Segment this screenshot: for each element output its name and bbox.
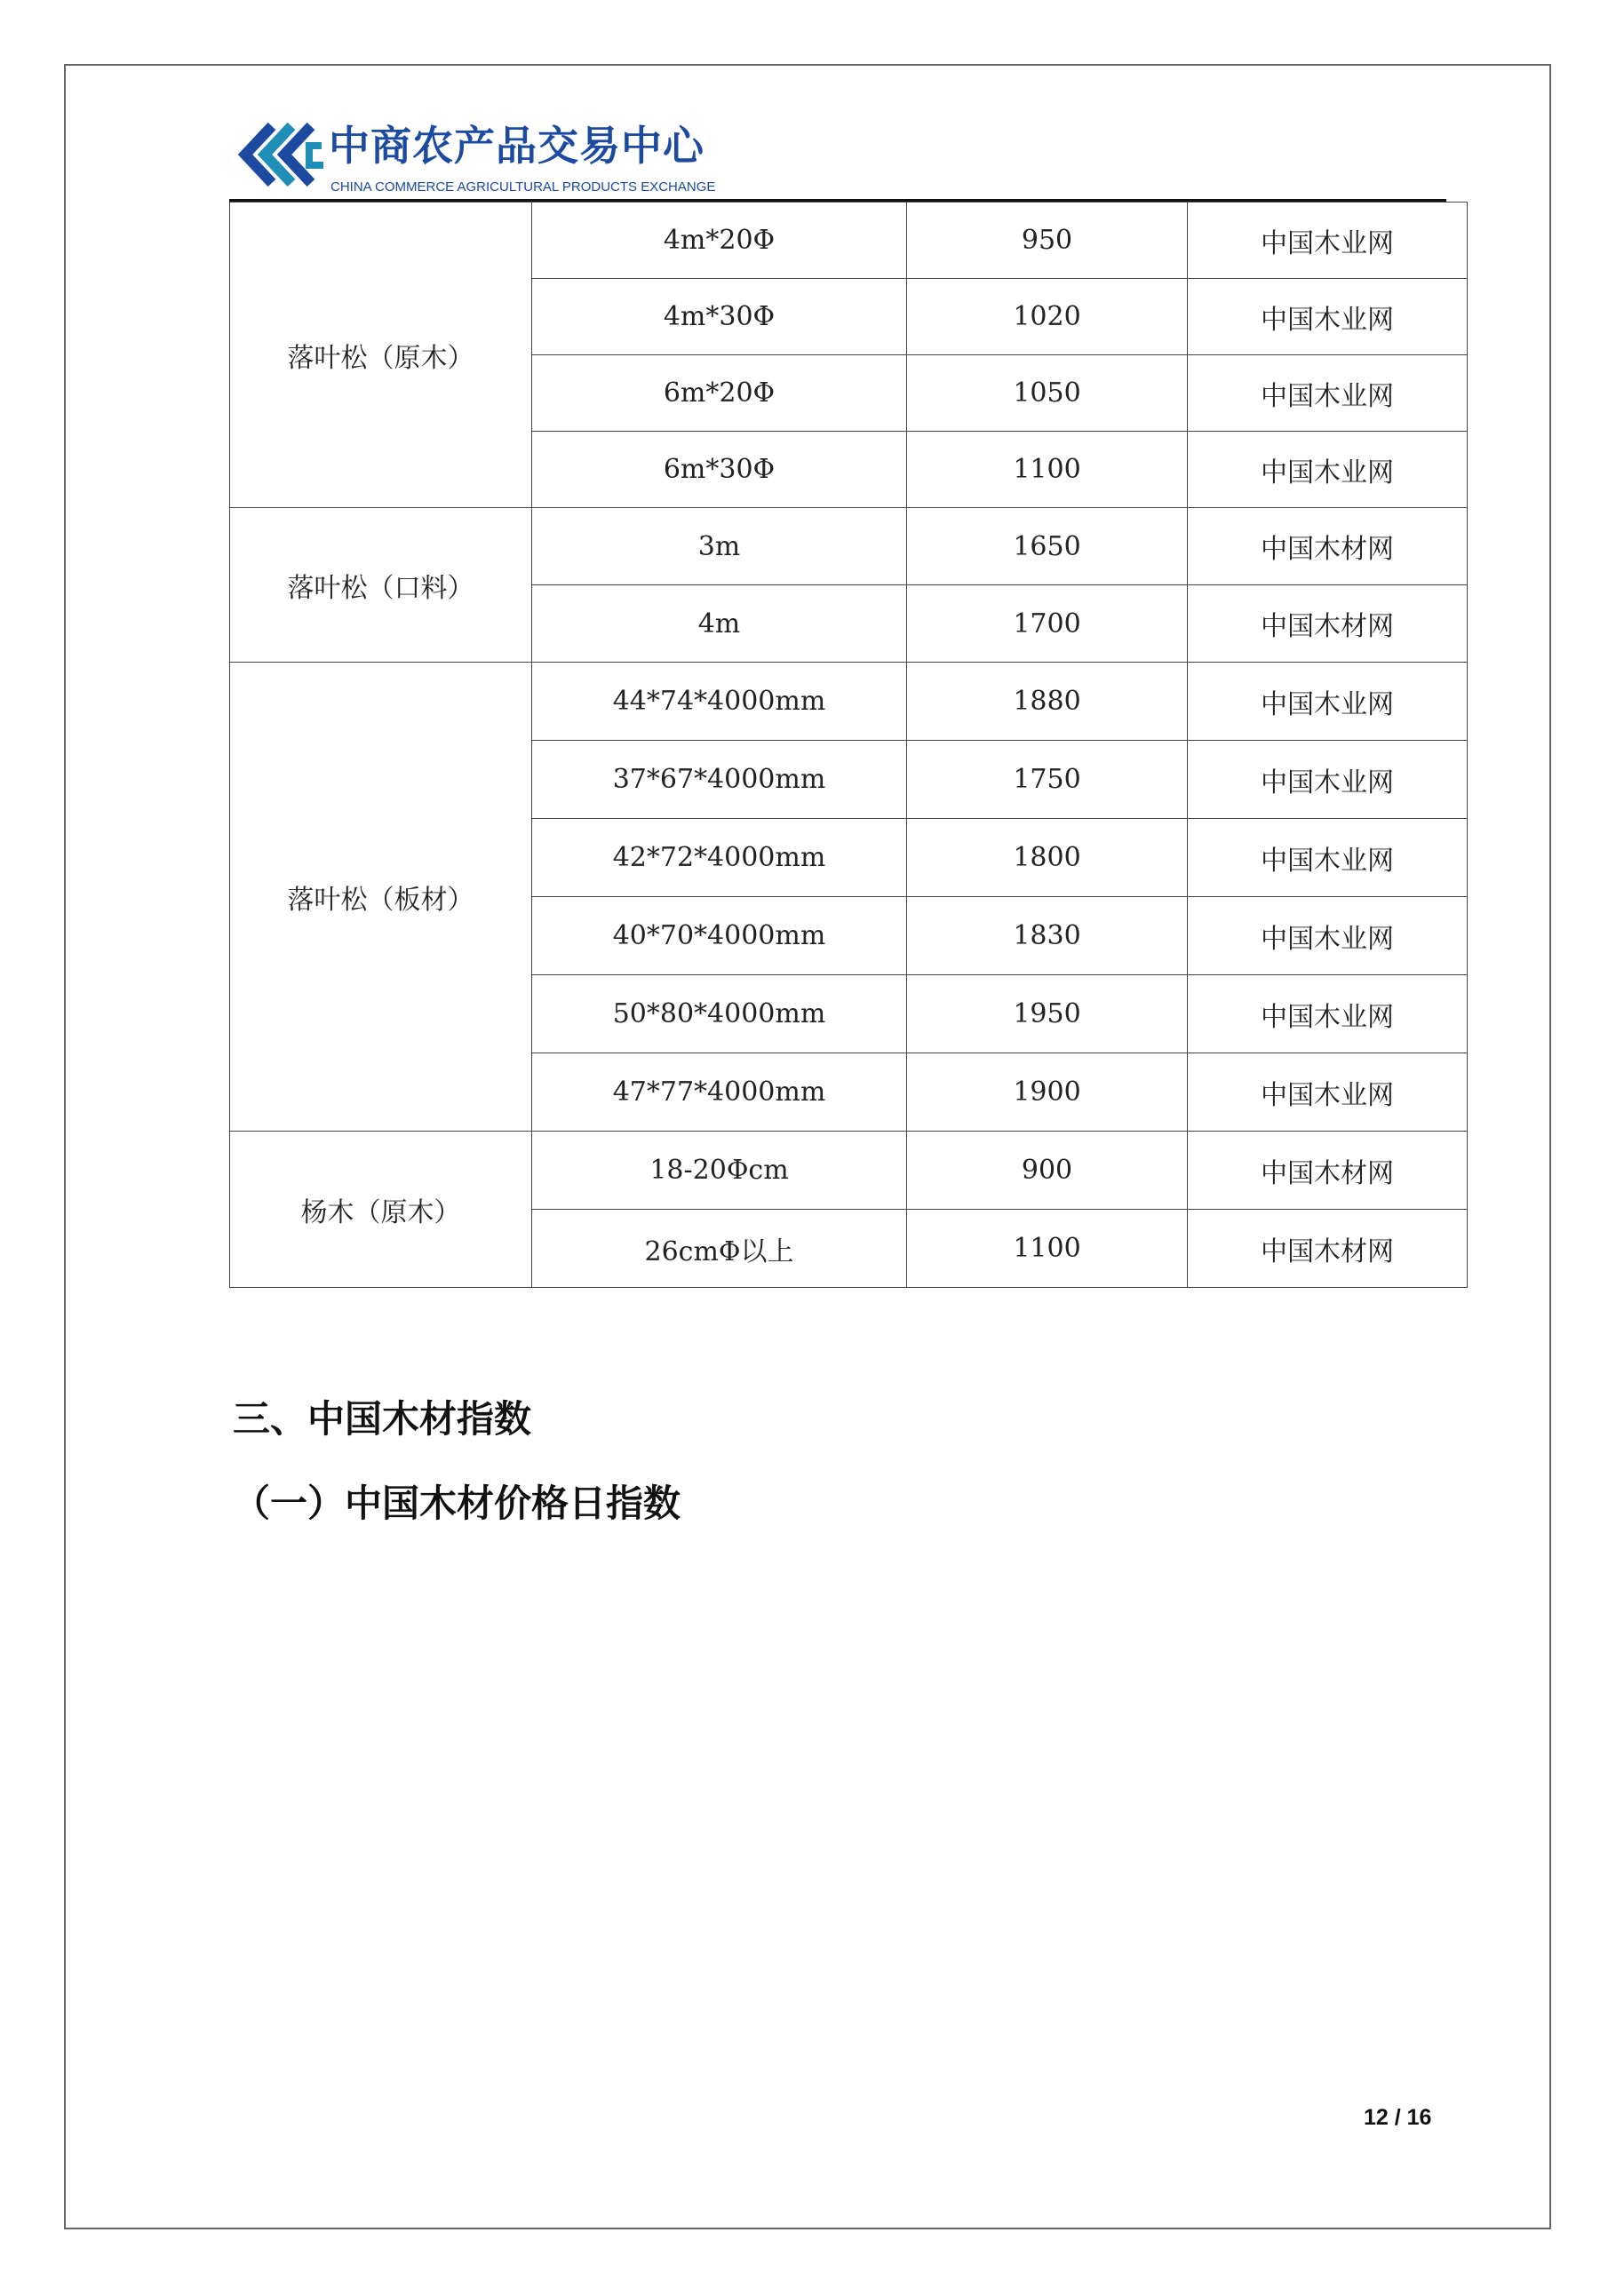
source-cell: 中国木业网 (1188, 663, 1468, 741)
price-cell: 950 (907, 203, 1188, 279)
spec-cell: 40*70*4000mm (532, 897, 907, 975)
price-cell: 1020 (907, 279, 1188, 355)
logo-title-english: CHINA COMMERCE AGRICULTURAL PRODUCTS EXCHANGE (330, 179, 716, 195)
spec-cell: 4m (532, 585, 907, 663)
spec-cell: 26cmΦ以上 (532, 1210, 907, 1288)
price-cell: 1880 (907, 663, 1188, 741)
source-cell: 中国木业网 (1188, 1053, 1468, 1132)
source-cell: 中国木材网 (1188, 1210, 1468, 1288)
source-cell: 中国木业网 (1188, 432, 1468, 508)
price-cell: 1650 (907, 508, 1188, 585)
subsection-heading: （一）中国木材价格日指数 (233, 1482, 681, 1525)
spec-cell: 47*77*4000mm (532, 1053, 907, 1132)
spec-cell: 6m*30Φ (532, 432, 907, 508)
source-cell: 中国木业网 (1188, 279, 1468, 355)
source-cell: 中国木业网 (1188, 819, 1468, 897)
source-cell: 中国木材网 (1188, 1132, 1468, 1210)
table-row (230, 663, 1468, 741)
table-row (230, 508, 1468, 585)
section-heading: 三、中国木材指数 (233, 1397, 532, 1441)
source-cell: 中国木业网 (1188, 897, 1468, 975)
price-cell: 900 (907, 1132, 1188, 1210)
source-cell: 中国木业网 (1188, 741, 1468, 819)
source-cell: 中国木业网 (1188, 975, 1468, 1053)
source-cell: 中国木材网 (1188, 508, 1468, 585)
spec-cell: 44*74*4000mm (532, 663, 907, 741)
price-cell: 1750 (907, 741, 1188, 819)
spec-cell: 4m*30Φ (532, 279, 907, 355)
table-row (230, 1132, 1468, 1210)
wood-price-table (229, 202, 1468, 1288)
category-cell: 落叶松（板材） (230, 663, 532, 1132)
price-cell: 1050 (907, 355, 1188, 432)
price-cell: 1830 (907, 897, 1188, 975)
price-cell: 1100 (907, 1210, 1188, 1288)
source-cell: 中国木业网 (1188, 203, 1468, 279)
price-cell: 1950 (907, 975, 1188, 1053)
page-number: 12 / 16 (1364, 2105, 1432, 2130)
source-cell: 中国木材网 (1188, 585, 1468, 663)
spec-cell: 3m (532, 508, 907, 585)
price-cell: 1800 (907, 819, 1188, 897)
table-row (230, 203, 1468, 279)
price-cell: 1100 (907, 432, 1188, 508)
price-cell: 1900 (907, 1053, 1188, 1132)
spec-cell: 42*72*4000mm (532, 819, 907, 897)
source-cell: 中国木业网 (1188, 355, 1468, 432)
spec-cell: 50*80*4000mm (532, 975, 907, 1053)
category-cell: 落叶松（原木） (230, 203, 532, 508)
exchange-logo-icon (236, 119, 330, 190)
price-cell: 1700 (907, 585, 1188, 663)
spec-cell: 6m*20Φ (532, 355, 907, 432)
logo-title-chinese: 中商农产品交易中心 (329, 122, 705, 170)
spec-cell: 37*67*4000mm (532, 741, 907, 819)
spec-cell: 4m*20Φ (532, 203, 907, 279)
category-cell: 杨木（原木） (230, 1132, 532, 1288)
spec-cell: 18-20Φcm (532, 1132, 907, 1210)
category-cell: 落叶松（口料） (230, 508, 532, 663)
document-header (229, 114, 1446, 203)
